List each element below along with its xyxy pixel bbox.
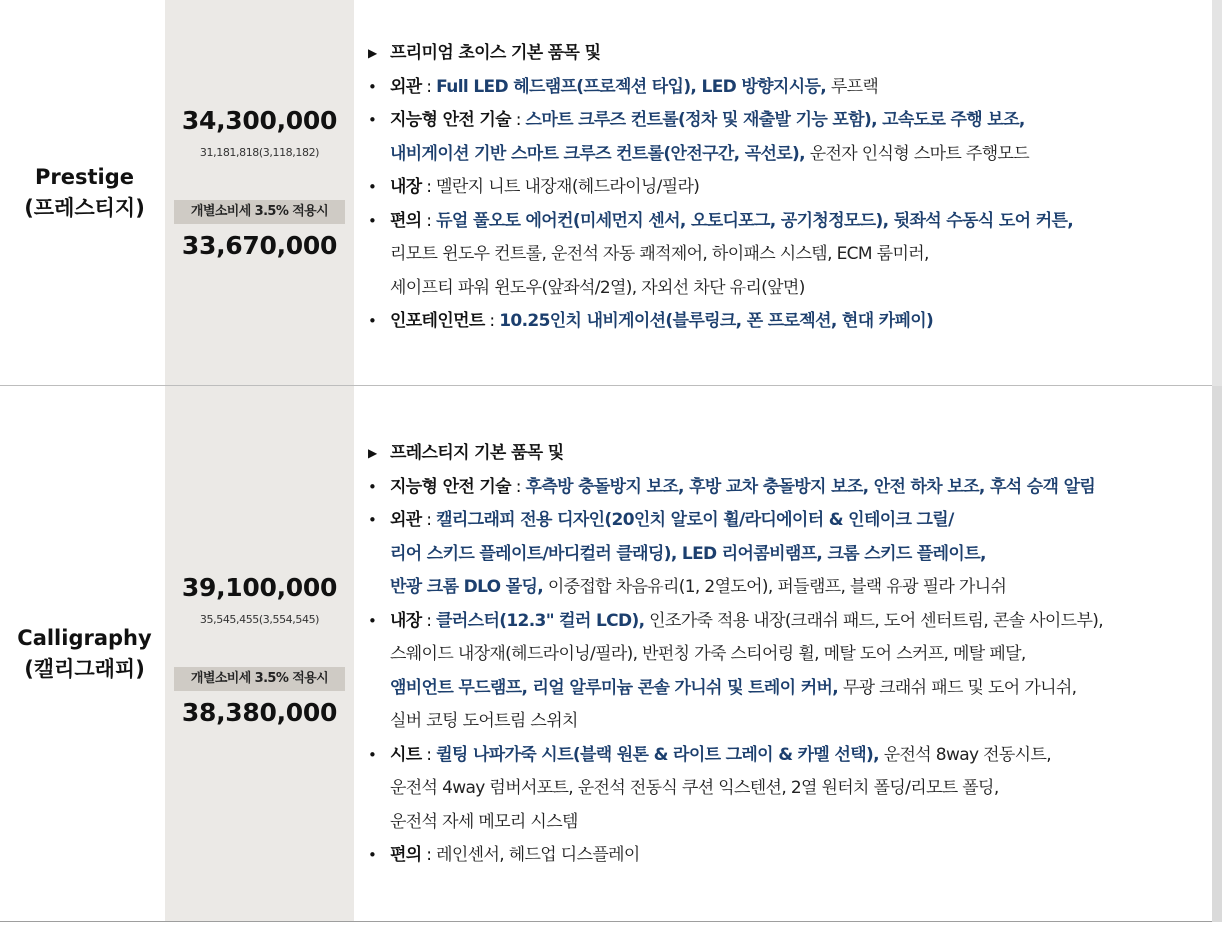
price-cell: [165, 0, 354, 386]
spec-line: [368, 605, 1103, 639]
spec-line: [368, 571, 1103, 605]
bullet-icon: •: [368, 745, 377, 764]
spec-label: 프리미엄 초이스 기본 품목 및: [390, 43, 601, 63]
spec-separator: :: [484, 311, 500, 331]
spec-separator: :: [421, 210, 437, 231]
spec-line: [368, 171, 1073, 205]
spec-separator: :: [421, 177, 437, 197]
spec-text: 루프랙: [826, 76, 879, 97]
trim-name-en: Prestige: [34, 165, 134, 189]
spec-highlight: 스마트 크루즈 컨트롤(정차 및 재출발 기능 포함), 고속도로 주행 보조,: [525, 110, 1025, 130]
bullet-icon: •: [368, 846, 377, 864]
spec-label: 내장: [390, 177, 422, 197]
spec-highlight: 내비게이션 기반 스마트 크루즈 컨트롤(안전구간, 곡선로),: [390, 143, 805, 164]
spec-highlight: 듀얼 풀오토 에어컨(미세먼지 센서, 오토디포그, 공기청정모드), 뒷좌석 수동식 도어 커튼,: [436, 210, 1074, 231]
bullet-icon: •: [368, 211, 377, 230]
spec-highlight: Full LED 헤드램프(프로젝션 타입), LED 방향지시등,: [436, 76, 827, 97]
spec-text: 무광 크래쉬 패드 및 도어 가니쉬,: [838, 677, 1077, 698]
price-main: 39,100,000: [181, 573, 338, 602]
bullet-icon: •: [368, 312, 377, 330]
spec-highlight: 리어 스키드 플레이트/바디컬러 클래딩), LED 리어콤비램프, 크롬 스키드 플레이트,: [390, 543, 986, 564]
trim-name-ko: (프레스티지): [24, 196, 145, 220]
spec-cell: [354, 0, 1222, 386]
spec-line: [368, 238, 1073, 272]
spec-line: [368, 839, 1103, 873]
spec-label: 외관: [390, 76, 422, 97]
spec-text: 운전석 4way 럼버서포트, 운전석 전동식 쿠션 익스텐션, 2열 원터치 폴딩/리모트 폴딩,: [390, 778, 999, 798]
spec-list: [368, 437, 1103, 873]
tax-price: 33,670,000: [181, 231, 338, 260]
spec-line: [368, 538, 1103, 572]
spec-text: 레인센서, 헤드업 디스플레이: [436, 845, 640, 865]
price-cell: [165, 386, 354, 922]
spec-line: [368, 806, 1103, 840]
spec-line: [368, 305, 1073, 339]
price-detail: 35,545,455(3,554,545): [199, 613, 320, 626]
spec-line: [368, 138, 1073, 172]
spec-separator: :: [421, 510, 437, 530]
spec-text: 운전석 8way 전동시트,: [878, 744, 1051, 765]
bullet-icon: •: [368, 77, 377, 96]
bullet-icon: •: [368, 178, 377, 196]
triangle-bullet-icon: ▶: [368, 446, 377, 460]
spec-line: [368, 739, 1103, 773]
spec-line: [368, 705, 1103, 739]
spec-line: [368, 205, 1073, 239]
spec-highlight: 앰비언트 무드램프, 리얼 알루미늄 콘솔 가니쉬 및 트레이 커버,: [390, 677, 839, 698]
bottom-divider: [0, 921, 1212, 922]
spec-line: [368, 37, 1073, 71]
spec-highlight: 반광 크롬 DLO 몰딩,: [390, 577, 544, 597]
spec-label: 프레스티지 기본 품목 및: [390, 443, 564, 463]
spec-label: 외관: [390, 510, 422, 530]
price-detail: 31,181,818(3,118,182): [199, 146, 320, 159]
spec-highlight: 캘리그래피 전용 디자인(20인치 알로이 휠/라디에이터 & 인테이크 그릴/: [436, 510, 954, 530]
trim-row-prestige: [0, 0, 1222, 386]
spec-separator: :: [421, 744, 437, 765]
trim-row-calligraphy: [0, 386, 1222, 922]
spec-separator: :: [421, 76, 437, 97]
spec-text: 운전석 자세 메모리 시스템: [390, 811, 578, 832]
spec-label: 지능형 안전 기술: [390, 110, 511, 130]
price-main: 34,300,000: [181, 106, 338, 135]
tax-label: 개별소비세 3.5% 적용시: [174, 667, 345, 691]
spec-line: [368, 71, 1073, 105]
spec-label: 지능형 안전 기술: [390, 476, 511, 497]
spec-list: [368, 37, 1073, 339]
spec-line: [368, 772, 1103, 806]
spec-label: 시트: [390, 744, 422, 765]
spec-text: 운전자 인식형 스마트 주행모드: [804, 143, 1030, 164]
spec-highlight: 후측방 충돌방지 보조, 후방 교차 충돌방지 보조, 안전 하차 보조, 후석 승객 알림: [525, 476, 1096, 497]
spec-separator: :: [510, 476, 526, 497]
tax-price: 38,380,000: [181, 698, 338, 727]
bullet-icon: •: [368, 511, 377, 529]
trim-name-cell: [0, 386, 165, 922]
spec-label: 인포테인먼트: [390, 311, 485, 331]
tax-label: 개별소비세 3.5% 적용시: [174, 200, 345, 224]
bullet-icon: •: [368, 477, 377, 496]
spec-separator: :: [510, 110, 526, 130]
spec-label: 편의: [390, 845, 422, 865]
spec-label: 편의: [390, 210, 422, 231]
spec-text: 인조가죽 적용 내장(크래쉬 패드, 도어 센터트림, 콘솔 사이드부),: [644, 610, 1103, 631]
spec-line: [368, 672, 1103, 706]
spec-line: [368, 272, 1073, 306]
spec-text: 실버 코팅 도어트림 스위치: [390, 711, 578, 731]
spec-label: 내장: [390, 610, 422, 631]
spec-text: 세이프티 파워 윈도우(앞좌석/2열), 자외선 차단 유리(앞면): [390, 277, 805, 298]
spec-separator: :: [421, 845, 437, 865]
bullet-icon: •: [368, 611, 377, 630]
spec-line: [368, 437, 1103, 471]
trim-name-cell: [0, 0, 165, 386]
spec-highlight: 클러스터(12.3" 컬러 LCD),: [436, 610, 645, 631]
trim-name-en: Calligraphy: [17, 626, 152, 650]
spec-line: [368, 638, 1103, 672]
spec-highlight: 10.25인치 내비게이션(블루링크, 폰 프로젝션, 현대 카페이): [499, 311, 934, 331]
spec-text: 리모트 윈도우 컨트롤, 운전석 자동 쾌적제어, 하이패스 시스템, ECM 룸미러,: [390, 244, 929, 264]
spec-line: [368, 104, 1073, 138]
spec-text: 멜란지 니트 내장재(헤드라이닝/필라): [436, 177, 700, 197]
trim-name-ko: (캘리그래피): [24, 657, 145, 681]
spec-cell: [354, 386, 1222, 922]
triangle-bullet-icon: ▶: [368, 46, 377, 60]
spec-text: 스웨이드 내장재(헤드라이닝/필라), 반펀칭 가죽 스티어링 휠, 메탈 도어 스커프, 메탈 페달,: [390, 644, 1026, 664]
bullet-icon: •: [368, 111, 377, 129]
spec-line: [368, 504, 1103, 538]
spec-highlight: 퀼팅 나파가죽 시트(블랙 원톤 & 라이트 그레이 & 카멜 선택),: [436, 744, 879, 765]
spec-text: 이중접합 차음유리(1, 2열도어), 퍼들램프, 블랙 유광 필라 가니쉬: [543, 577, 1007, 597]
spec-separator: :: [421, 610, 437, 631]
spec-line: [368, 471, 1103, 505]
